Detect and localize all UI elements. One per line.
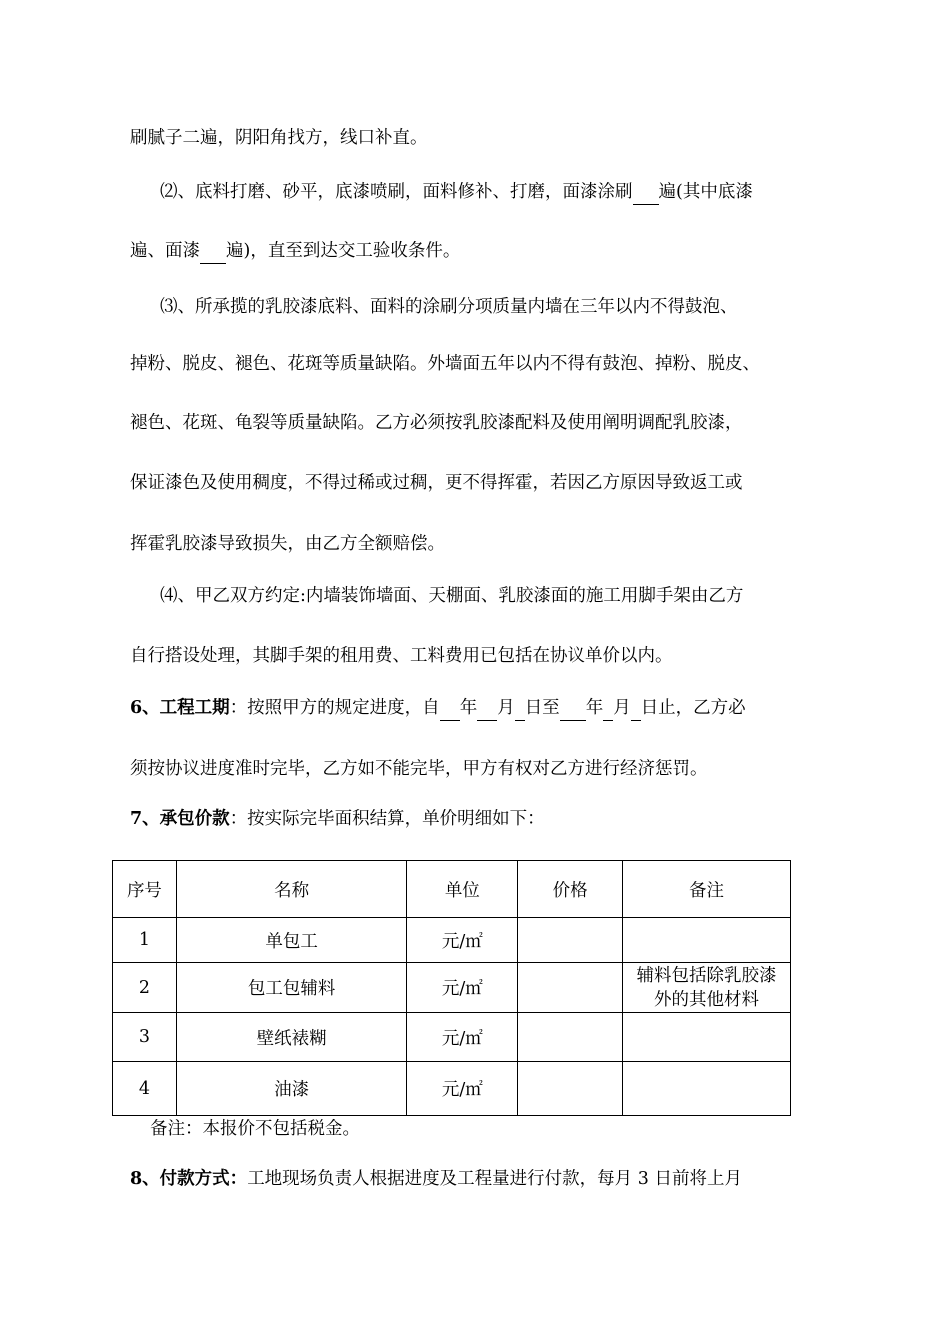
remark-text: 辅料包括除乳胶漆外的其他材料 [636,965,777,1010]
paragraph-line [160,180,753,205]
text-segment: 遍(其中底漆 [658,182,753,202]
cell-remark [623,1013,791,1062]
blank-underline [200,239,226,264]
blank-underline [633,180,659,205]
text-segment: ⑵、底料打磨、砂平，底漆喷刷，面料修补、打磨，面漆涂刷 [160,182,633,202]
text-segment: 日止，乙方必 [640,698,746,718]
cell-no: 2 [113,963,177,1013]
cell-name: 包工包辅料 [176,963,407,1013]
paragraph-line: 保证漆色及使用稠度，不得过稀或过稠，更不得挥霍，若因乙方原因导致返工或 [130,473,743,493]
paragraph-line: 掉粉、脱皮、褪色、花斑等质量缺陷。外墙面五年以内不得有鼓泡、掉粉、脱皮、 [130,354,760,374]
paragraph-line: 须按协议进度准时完毕，乙方如不能完毕，甲方有权对乙方进行经济惩罚。 [130,759,708,779]
cell-price [518,918,623,963]
section-8-line [130,1167,742,1191]
blank-underline [560,696,586,721]
text-segment: 年 [585,698,604,718]
text-segment: 月 [497,698,515,718]
cell-unit: 元/㎡ [407,1062,518,1116]
section-title: 7、承包价款 [130,809,230,829]
paragraph-line: 褪色、花斑、龟裂等质量缺陷。乙方必须按乳胶漆配料及使用阐明调配乳胶漆， [130,413,743,433]
blank-underline [440,696,460,721]
cell-name: 油漆 [176,1062,407,1116]
cell-unit: 元/㎡ [407,918,518,963]
cell-no: 3 [113,1013,177,1062]
blank-underline [477,696,497,721]
header-cell: 备注 [623,861,791,918]
text-segment: 工地现场负责人根据进度及工程量进行付款，每月 3 日前将上月 [247,1169,742,1189]
table-row [113,1062,791,1116]
cell-unit: 元/㎡ [407,1013,518,1062]
paragraph-line [130,239,460,264]
cell-price [518,1013,623,1062]
paragraph-line: 刷腻子二遍，阴阳角找方，线口补直。 [130,128,428,148]
cell-no: 1 [113,918,177,963]
section-7-line [130,807,545,831]
blank-underline [515,696,525,721]
blank-underline [603,696,613,721]
header-cell: 名称 [176,861,407,918]
cell-name: 单包工 [176,918,407,963]
text-segment: 遍、面漆 [130,241,200,261]
text-segment: 年 [459,698,478,718]
text-segment: ：按照甲方的规定进度，自 [229,698,440,718]
header-cell: 单位 [407,861,518,918]
cell-remark [623,1062,791,1116]
header-cell: 序号 [113,861,177,918]
cell-name: 壁纸裱糊 [176,1013,407,1062]
text-segment: 月 [613,698,631,718]
cell-price [518,963,623,1013]
cell-unit: 元/㎡ [407,963,518,1013]
section-title: 6、工程工期 [130,698,230,718]
paragraph-line: 挥霍乳胶漆导致损失，由乙方全额赔偿。 [130,534,445,554]
table-row [113,963,791,1013]
text-segment: 日至 [524,698,560,718]
section-6-line [130,696,746,721]
paragraph-line: 自行搭设处理，其脚手架的租用费、工料费用已包括在协议单价以内。 [130,646,673,666]
header-cell: 价格 [518,861,623,918]
blank-underline [631,696,641,721]
section-title: 8、付款方式： [130,1169,248,1189]
price-table [112,860,791,1116]
text-segment: ：按实际完毕面积结算，单价明细如下： [229,809,545,829]
paragraph-line: ⑶、所承揽的乳胶漆底料、面料的涂刷分项质量内墙在三年以内不得鼓泡、 [160,297,738,317]
cell-remark [623,918,791,963]
table-row [113,1013,791,1062]
table-header-row [113,861,791,918]
cell-remark [623,963,791,1013]
text-segment: 遍)，直至到达交工验收条件。 [226,241,461,261]
table-note: 备注：本报价不包括税金。 [150,1119,360,1139]
cell-no: 4 [113,1062,177,1116]
table-row [113,918,791,963]
cell-price [518,1062,623,1116]
paragraph-line: ⑷、甲乙双方约定:内墙装饰墙面、天棚面、乳胶漆面的施工用脚手架由乙方 [160,586,744,606]
